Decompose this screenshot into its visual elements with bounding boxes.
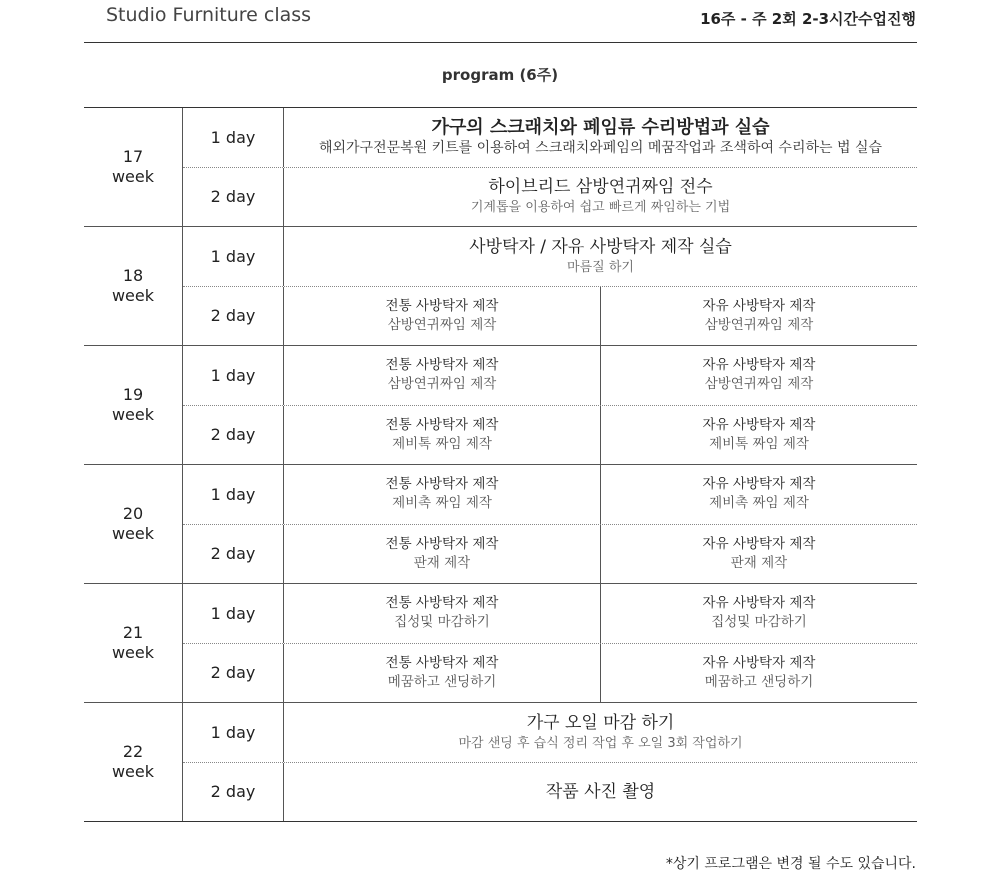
track-title: 전통 사방탁자 제작	[385, 416, 499, 433]
week-unit: week	[111, 405, 155, 424]
lesson-content	[284, 168, 917, 227]
day-row	[183, 406, 917, 465]
day-row	[183, 227, 917, 287]
day-label: 2 day	[183, 644, 284, 703]
traditional-track	[284, 287, 601, 346]
traditional-track	[284, 644, 601, 703]
traditional-track	[284, 584, 601, 643]
day-label: 1 day	[183, 227, 284, 286]
free-track	[601, 346, 917, 405]
week-label	[84, 465, 183, 583]
week-label	[84, 703, 183, 821]
track-description: 제비톡 짜임 제작	[392, 435, 492, 452]
day-row	[183, 584, 917, 644]
week-unit: week	[111, 524, 155, 543]
week-label	[84, 108, 183, 226]
day-label: 1 day	[183, 465, 284, 524]
day-row	[183, 525, 917, 584]
week-unit: week	[111, 762, 155, 781]
track-description: 삼방연귀짜임 제작	[704, 316, 814, 333]
traditional-track	[284, 346, 601, 405]
week-number: 20	[122, 504, 144, 523]
track-description: 집성및 마감하기	[394, 614, 490, 631]
track-description: 제비톡 짜임 제작	[709, 435, 809, 452]
free-track	[601, 584, 917, 643]
schedule-table	[84, 107, 917, 822]
track-description: 삼방연귀짜임 제작	[704, 376, 814, 393]
track-description: 제비촉 짜임 제작	[392, 495, 492, 512]
traditional-track	[284, 465, 601, 524]
week-number: 19	[122, 385, 144, 404]
lesson-title: 사방탁자 / 자유 사방탁자 제작 실습	[469, 236, 732, 257]
day-label: 2 day	[183, 525, 284, 584]
week-number: 17	[122, 147, 144, 166]
track-title: 전통 사방탁자 제작	[385, 595, 499, 612]
week-row	[84, 584, 917, 703]
week-number: 18	[122, 266, 144, 285]
track-description: 집성및 마감하기	[711, 614, 807, 631]
lesson-description: 해외가구전문복원 키트를 이용하여 스크래치와페임의 메꿈작업과 조색하여 수리하는 법 실습	[318, 140, 883, 157]
class-schedule-info: 16주 - 주 2회 2-3시간수업진행	[700, 10, 916, 28]
day-row	[183, 168, 917, 227]
lesson-title: 작품 사진 촬영	[545, 781, 656, 802]
lesson-content	[284, 763, 917, 822]
day-row	[183, 346, 917, 406]
track-description: 메꿈하고 샌딩하기	[387, 673, 497, 690]
lesson-description: 마감 샌딩 후 습식 정리 작업 후 오일 3회 작업하기	[458, 735, 743, 751]
week-row	[84, 465, 917, 584]
day-row	[183, 703, 917, 763]
track-title: 전통 사방탁자 제작	[385, 357, 499, 374]
track-title: 전통 사방탁자 제작	[385, 535, 499, 552]
program-title: program (6주)	[441, 66, 559, 84]
track-title: 전통 사방탁자 제작	[385, 476, 499, 493]
free-track	[601, 465, 917, 524]
day-label: 2 day	[183, 168, 284, 227]
track-title: 자유 사방탁자 제작	[702, 476, 816, 493]
day-label: 1 day	[183, 346, 284, 405]
week-unit: week	[111, 167, 155, 186]
track-title: 자유 사방탁자 제작	[702, 595, 816, 612]
day-row	[183, 108, 917, 168]
day-label: 2 day	[183, 287, 284, 346]
footnote: *상기 프로그램은 변경 될 수도 있습니다.	[665, 856, 916, 872]
track-description: 판재 제작	[730, 554, 788, 571]
track-description: 제비촉 짜임 제작	[709, 495, 809, 512]
week-row	[84, 108, 917, 227]
track-description: 판재 제작	[413, 554, 471, 571]
track-title: 자유 사방탁자 제작	[702, 654, 816, 671]
track-title: 전통 사방탁자 제작	[385, 297, 499, 314]
week-number: 21	[122, 623, 144, 642]
day-label: 1 day	[183, 703, 284, 762]
week-label	[84, 346, 183, 464]
lesson-title: 가구의 스크래치와 페임류 수리방법과 실습	[431, 117, 770, 139]
track-title: 자유 사방탁자 제작	[702, 416, 816, 433]
week-row	[84, 703, 917, 821]
week-row	[84, 346, 917, 465]
free-track	[601, 406, 917, 465]
day-label: 1 day	[183, 108, 284, 167]
day-row	[183, 763, 917, 822]
lesson-content	[284, 227, 917, 286]
lesson-content	[284, 108, 917, 167]
track-description: 삼방연귀짜임 제작	[387, 376, 497, 393]
day-row	[183, 287, 917, 346]
class-title: Studio Furniture class	[106, 4, 312, 26]
day-row	[183, 644, 917, 703]
day-row	[183, 465, 917, 525]
header-divider	[84, 42, 917, 43]
track-title: 자유 사방탁자 제작	[702, 535, 816, 552]
track-description: 메꿈하고 샌딩하기	[704, 673, 814, 690]
free-track	[601, 525, 917, 584]
lesson-description: 마름질 하기	[567, 259, 634, 275]
free-track	[601, 287, 917, 346]
day-label: 2 day	[183, 406, 284, 465]
week-label	[84, 584, 183, 702]
track-title: 자유 사방탁자 제작	[702, 357, 816, 374]
track-title: 전통 사방탁자 제작	[385, 654, 499, 671]
traditional-track	[284, 406, 601, 465]
day-label: 1 day	[183, 584, 284, 643]
week-number: 22	[122, 742, 144, 761]
week-row	[84, 227, 917, 346]
traditional-track	[284, 525, 601, 584]
track-description: 삼방연귀짜임 제작	[387, 316, 497, 333]
lesson-title: 가구 오일 마감 하기	[526, 712, 675, 733]
week-label	[84, 227, 183, 345]
lesson-description: 기계톱을 이용하여 쉽고 빠르게 짜임하는 기법	[470, 200, 731, 216]
track-title: 자유 사방탁자 제작	[702, 297, 816, 314]
day-label: 2 day	[183, 763, 284, 822]
week-unit: week	[111, 643, 155, 662]
lesson-title: 하이브리드 삼방연귀짜임 전수	[488, 177, 713, 198]
lesson-content	[284, 703, 917, 762]
week-unit: week	[111, 286, 155, 305]
free-track	[601, 644, 917, 703]
